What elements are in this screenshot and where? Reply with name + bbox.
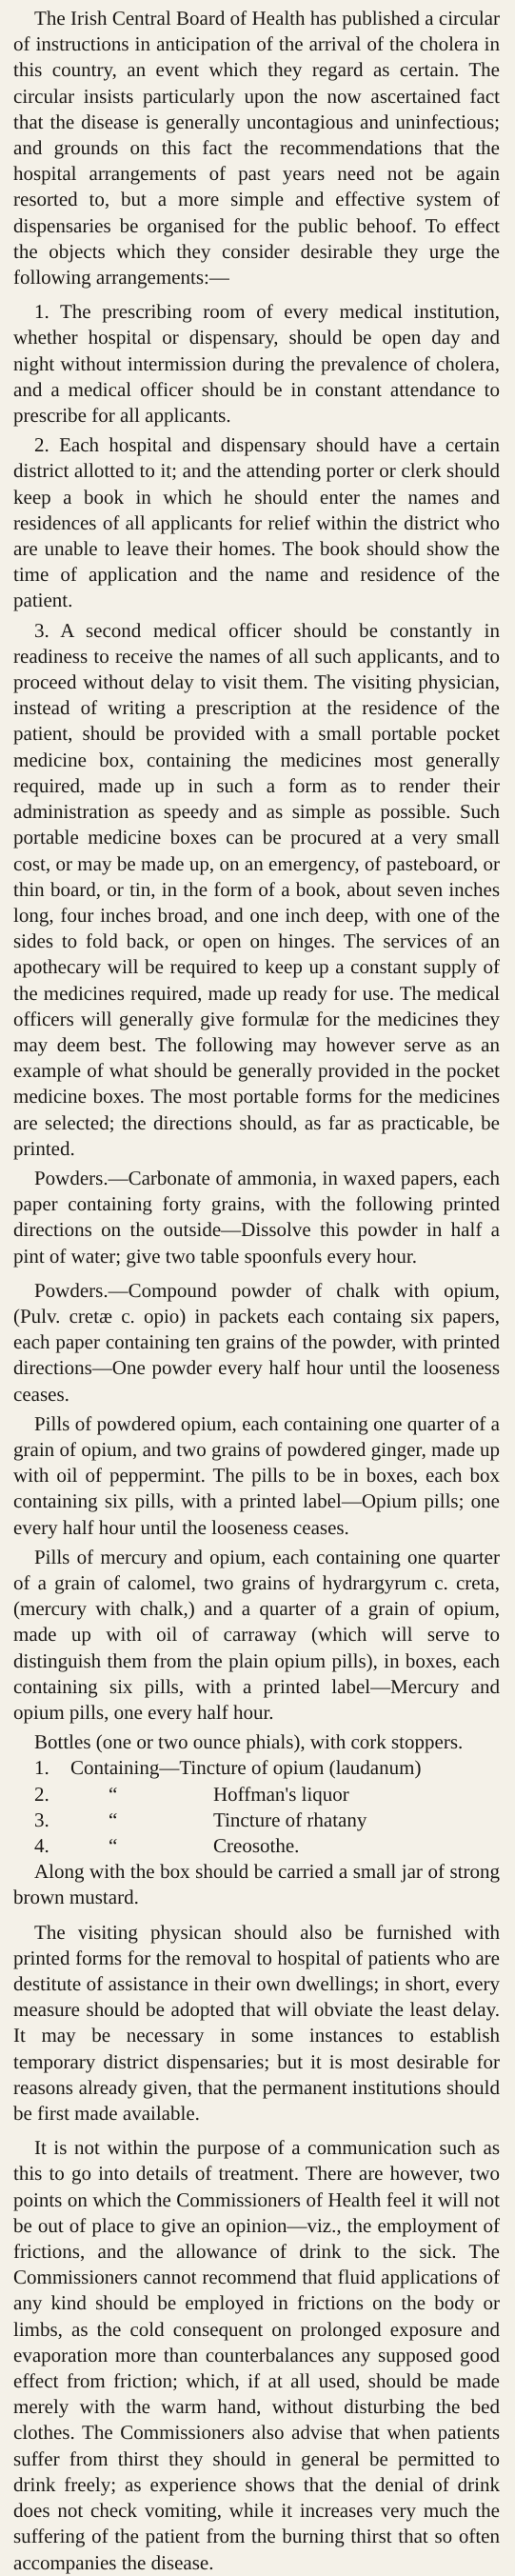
- arrangement-1: 1. The prescribing room of every medical institution, whether hospital or dispensary, should be open day and night without intermission during the prevalence of cholera, and a medical officer should be in constant attendance to prescribe for all applicants.: [13, 300, 500, 428]
- list-number: 4.: [34, 1834, 50, 1858]
- list-number: 3.: [34, 1807, 50, 1831]
- bottles-list: [13, 1755, 500, 1859]
- intro-paragraph: The Irish Central Board of Health has published a circular of instructions in anticipation of the arrival of the cholera in this country, an event which they regard as certain. The circular insists particularly upon the now ascertained fact that the disease is generally uncontagious and uninfectious; and grounds on this fact the recommendations that the hospital arrangements of past years need not be again resorted to, but a more simple and effective system of dispensaries be organised for the public behoof. To effect the objects which they consider desirable they urge the following arrangements:—: [13, 7, 500, 290]
- mustard-paragraph: Along with the box should be carried a small jar of strong brown mustard.: [13, 1860, 500, 1909]
- arrangement-3: 3. A second medical officer should be constantly in readiness to receive the names of all such applicants, and to proceed without delay to visit them. The visiting physician, instead of writing a prescription at the residence of the patient, should be provided with a small portable pocket medicine box, containing the medicines most generally required, made up in such a form as to render their administration as speedy and as simple as possible. Such portable medicine boxes can be procured at a very small cost, or may be made up, on an emergency, of pasteboard, or thin board, or tin, in the form of a book, about seven inches long, four inches broad, and one inch deep, with one of the sides to fold back, or open on hinges. The services of an apothecary will be required to keep up a constant supply of the medicines required, made up ready for use. The medical officers will generally give formulæ for the medicines they may deem best. The following may however serve as an example of what should be generally provided in the pocket medicine boxes. The most portable forms for the medicines are selected; the directions should, as far as practicable, be printed.: [13, 618, 500, 1160]
- list-lead: Containing—: [70, 1756, 180, 1780]
- pills-mercury: Pills of mercury and opium, each containing one quarter of a grain of calomel, two grains of hydrargyrum c. creta, (mercury with chalk,) and a quarter of a grain of opium, made up with oil of carraway (which will serve to distinguish them from the plain opium pills), in boxes, each containing six pills, with a printed label—Mercury and opium pills, one every half hour.: [13, 1545, 500, 1724]
- treatment-paragraph: It is not within the purpose of a communication such as this to go into details of treatment. There are however, two points on which the Commissioners of Health feel it will not be out of place to give an opinion—viz., the employment of frictions, and the allowance of drink to the sick. The Commissioners cannot recommend that fluid applications of any kind should be employed in frictions on the body or limbs, as the cold consequent on prolonged exposure and evaporation more than counterbalances any supposed good effect from friction; which, if at all used, should be made merely with the warm hand, without disturbing the bed clothes. The Commissioners also advise that when patients suffer from thirst they should in general be permitted to drink freely; as experience shows that the denial of drink does not check vomiting, while it increases very much the suffering of the patient from the burning thirst that so often accompanies the disease.: [13, 2136, 500, 2574]
- powders-chalk: Powders.—Compound powder of chalk with opium, (Pulv. cretæ c. opio) in packets each containg six papers, each paper containing ten grains of the powder, with printed directions—One powder every half hour until the looseness ceases.: [13, 1278, 500, 1406]
- list-item: [13, 1807, 500, 1833]
- list-text: Tincture of opium (laudanum): [179, 1756, 422, 1780]
- list-text: Hoffman's liquor: [213, 1782, 349, 1806]
- list-item: [13, 1755, 500, 1781]
- list-text: Tincture of rhatany: [213, 1807, 367, 1831]
- list-text: Creosothe.: [213, 1834, 300, 1858]
- list-number: 1.: [34, 1756, 50, 1780]
- ditto-mark: “: [109, 1807, 118, 1831]
- bottles-intro: Bottles (one or two ounce phials), with cork stoppers.: [34, 1730, 464, 1754]
- arrangement-2: 2. Each hospital and dispensary should have a certain district allotted to it; and the attending porter or clerk should keep a book in which he should enter the names and residences of all applicants for relief within the district who are unable to leave their homes. The book should show the time of application and the name and residence of the patient.: [13, 433, 500, 612]
- ditto-mark: “: [109, 1834, 118, 1858]
- list-item: [13, 1782, 500, 1807]
- list-number: 2.: [34, 1782, 50, 1806]
- ditto-mark: “: [109, 1782, 118, 1806]
- list-item: [13, 1833, 500, 1859]
- pills-opium: Pills of powdered opium, each containing one quarter of a grain of opium, and two grains of powdered ginger, made up with oil of peppermint. The pills to be in boxes, each box containing six pills, with a printed label—Opium pills; one every half hour until the looseness ceases.: [13, 1411, 500, 1539]
- visiting-physician-paragraph: The visiting physican should also be furnished with printed forms for the removal to hospital of patients who are destitute of assistance in their own dwellings; in short, every measure should be adopted that will obviate the least delay. It may be necessary in some instances to establish temporary district dispensaries; but it is most desirable for reasons already given, that the permanent institutions should be first made available.: [13, 1920, 500, 2126]
- powders-ammonia: Powders.—Carbonate of ammonia, in waxed papers, each paper containing forty grains, with the following printed directions on the outside—Dissolve this powder in half a pint of water; give two table spoonfuls every hour.: [13, 1166, 500, 1268]
